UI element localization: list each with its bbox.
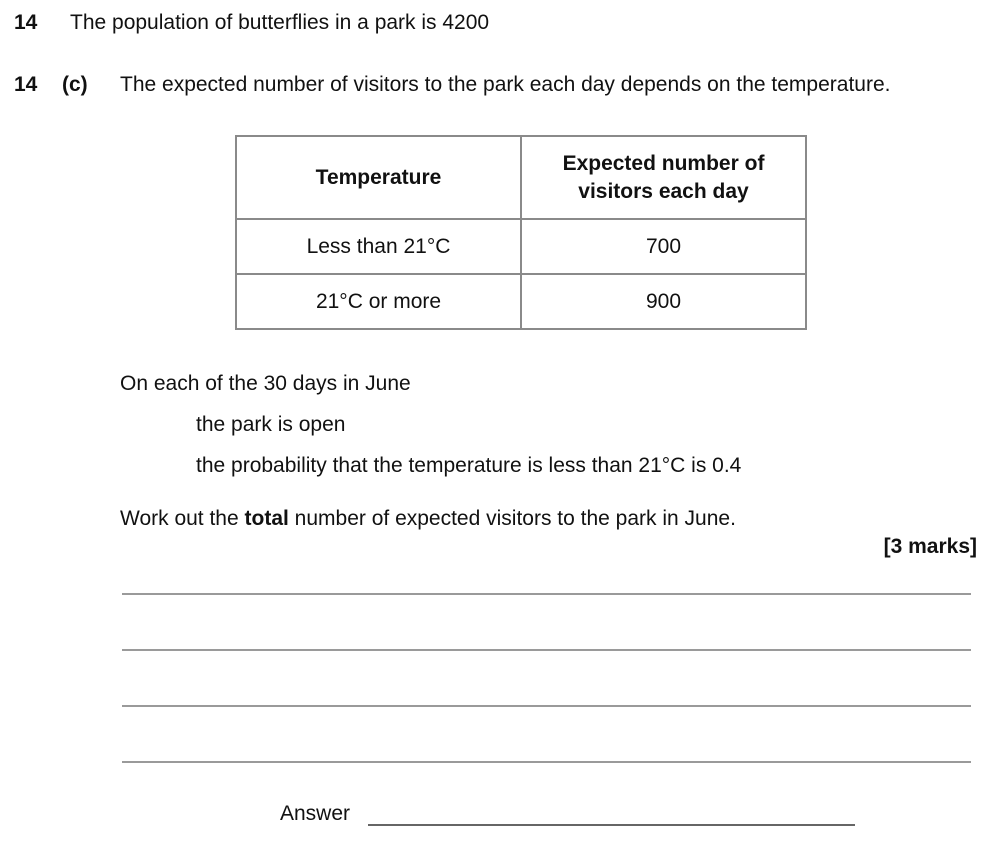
header-expected-visitors	[521, 136, 806, 219]
cell-temperature: 21°C or more	[236, 274, 521, 329]
condition-probability: the probability that the temperature is less than 21°C is 0.4	[196, 454, 742, 477]
working-line[interactable]	[122, 649, 971, 651]
question-prompt: The expected number of visitors to the park each day depends on the temperature.	[120, 73, 891, 96]
cell-visitors: 700	[521, 219, 806, 274]
instruction	[120, 508, 736, 529]
header-expected-visitors-text: Expected number of visitors each day	[562, 152, 765, 203]
header-temperature: Temperature	[236, 136, 521, 219]
working-line[interactable]	[122, 705, 971, 707]
table-header-row	[236, 136, 806, 219]
instruction-pre: Work out the	[120, 507, 245, 530]
answer-field[interactable]	[368, 806, 855, 826]
marks: [3 marks]	[883, 535, 977, 558]
cell-visitors: 900	[521, 274, 806, 329]
question-part-label: (c)	[62, 73, 88, 96]
instruction-bold: total	[244, 507, 289, 530]
working-line[interactable]	[122, 593, 971, 595]
question-number: 14	[14, 11, 38, 34]
cell-temperature: Less than 21°C	[236, 219, 521, 274]
table-row	[236, 274, 806, 329]
instruction-post: number of expected visitors to the park in June.	[288, 507, 736, 530]
table-row	[236, 219, 806, 274]
question-intro: The population of butterflies in a park is 4200	[70, 11, 490, 34]
body-line: On each of the 30 days in June	[120, 372, 411, 395]
question-number-part: 14	[14, 73, 38, 96]
visitors-table	[235, 135, 807, 330]
working-line[interactable]	[122, 761, 971, 763]
condition-open: the park is open	[196, 413, 346, 436]
answer-label: Answer	[280, 802, 351, 825]
